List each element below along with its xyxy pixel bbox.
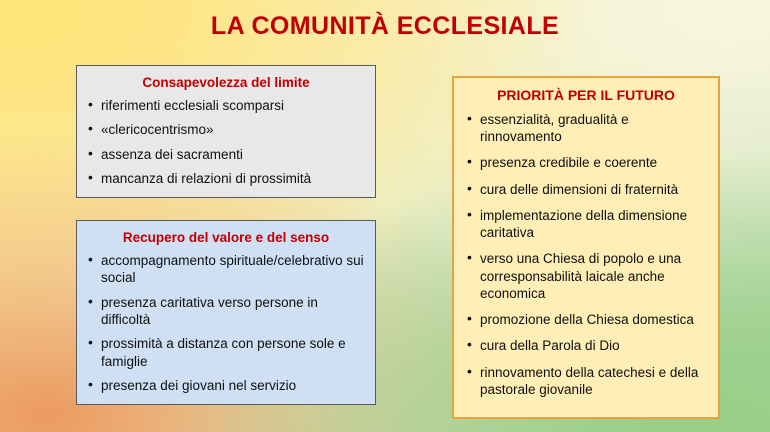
list-item: • accompagnamento spirituale/celebrativo sui social	[87, 252, 365, 287]
list-item: • riferimenti ecclesiali scomparsi	[87, 97, 365, 114]
list-item: • presenza dei giovani nel servizio	[87, 377, 365, 394]
list-item: • presenza caritativa verso persone in difficoltà	[87, 294, 365, 329]
list-item: • verso una Chiesa di popolo e una corresponsabilità laicale anche economica	[466, 250, 706, 302]
list-item: • essenzialità, gradualità e rinnovamento	[466, 111, 706, 146]
list-item: • cura delle dimensioni di fraternità	[466, 181, 706, 198]
content-box-recupero-del-valore-e-del-senso	[76, 220, 376, 405]
list-item: • promozione della Chiesa domestica	[466, 311, 706, 328]
list-item: • prossimità a distanza con persone sole e famiglie	[87, 335, 365, 370]
box-title: Consapevolezza del limite	[142, 75, 310, 90]
bullet-list	[466, 111, 706, 398]
box-title: Recupero del valore e del senso	[122, 230, 330, 245]
list-item: • «clericocentrismo»	[87, 121, 365, 138]
page-title: LA COMUNITÀ ECCLESIALE	[210, 12, 560, 40]
list-item: • rinnovamento della catechesi e della pastorale giovanile	[466, 364, 706, 399]
bullet-list	[87, 252, 365, 394]
list-item: • cura della Parola di Dio	[466, 337, 706, 354]
content-box-priorita-per-il-futuro	[452, 76, 720, 419]
list-item: • implementazione della dimensione caritativa	[466, 207, 706, 242]
list-item: • presenza credibile e coerente	[466, 154, 706, 171]
list-item: • assenza dei sacramenti	[87, 146, 365, 163]
box-title: PRIORITÀ PER IL FUTURO	[497, 87, 675, 103]
bullet-list	[87, 97, 365, 187]
list-item: • mancanza di relazioni di prossimità	[87, 170, 365, 187]
content-box-consapevolezza-del-limite	[76, 65, 376, 198]
